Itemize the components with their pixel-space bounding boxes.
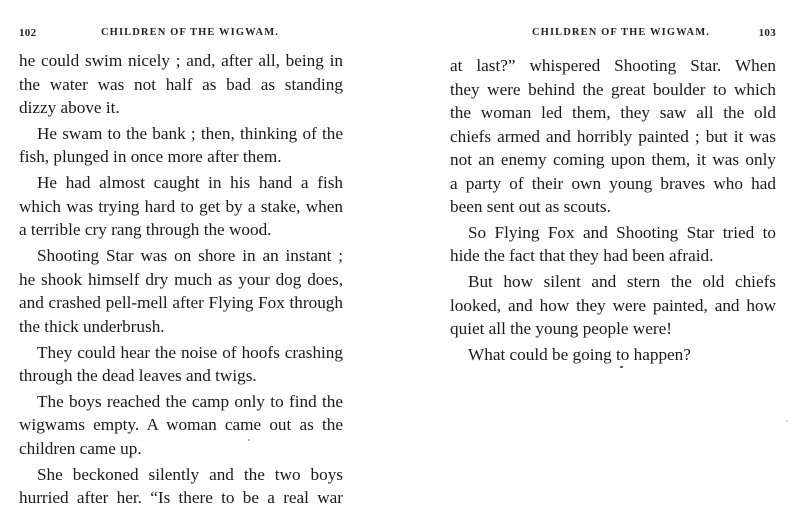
text-line: at last?” whispered Shooting Star. When [450,56,776,75]
paragraph [450,54,776,219]
text-line: he shook himself dry much as your dog does, [19,269,343,289]
text-line: So Flying Fox and Shooting Star tried to [468,222,776,242]
text-line: a terrible cry rang through the wood. [19,220,272,240]
text-line: chiefs armed and horribly painted ; but it was [450,126,776,146]
text-line: the woman led them, they saw all the old [450,103,776,122]
text-line: fish, plunged in once more after them. [19,147,282,167]
text-line: children came up. [19,438,142,458]
left-running-title: CHILDREN OF THE WIGWAM. [101,27,279,38]
paragraph [19,244,343,338]
right-body-text [450,54,776,369]
paragraph [19,341,343,388]
left-page-number: 102 [19,27,37,39]
text-line: a party of their own young braves who had [450,173,776,193]
text-line: which was trying hard to get by a stake, when [19,196,343,216]
text-line: quiet all the young people were! [450,319,672,339]
paragraph [19,390,343,461]
right-page [400,0,798,511]
text-line: wigwams empty. A woman came out as the [19,415,343,435]
right-running-title: CHILDREN OF THE WIGWAM. [532,27,710,38]
text-line: hurried after her. “Is there to be a real war [19,488,343,508]
text-line: He swam to the bank ; then, thinking of the [37,123,343,143]
scan-speck [620,366,623,368]
text-line: he could swim nicely ; and, after all, being in [19,51,343,70]
paragraph [450,343,776,367]
scan-speck [248,439,250,441]
right-page-number: 103 [758,27,776,39]
left-running-head [19,27,343,41]
text-line: they were behind the great boulder to which [450,79,776,99]
paragraph [19,49,343,120]
text-line: through the dead leaves and twigs. [19,366,257,386]
text-line: been sent out as scouts. [450,197,611,216]
paragraph [19,122,343,169]
text-line: She beckoned silently and the two boys [37,464,343,484]
text-line: dizzy above it. [19,98,120,117]
text-line: the water was not half as bad as standing [19,74,343,94]
paragraph [19,463,343,510]
text-line: What could be going to happen? [468,345,691,365]
paragraph [450,221,776,268]
text-line: hide the fact that they had been afraid. [450,246,714,266]
left-body-text [19,49,343,512]
text-line: But how silent and stern the old chiefs [468,272,776,292]
text-line: He had almost caught in his hand a fish [37,173,343,193]
text-line: not an enemy coming upon them, it was only [450,150,776,169]
right-running-head [450,27,776,41]
text-line: They could hear the noise of hoofs crashing [37,342,343,362]
text-line: The boys reached the camp only to find the [37,391,343,411]
text-line: and crashed pell-mell after Flying Fox through [19,293,343,313]
scan-speck [786,420,788,422]
text-line: the thick underbrush. [19,316,165,336]
text-line: looked, and how they were painted, and how [450,295,776,315]
paragraph [450,270,776,341]
paragraph [19,171,343,242]
text-line: Shooting Star was on shore in an instant ; [37,246,343,266]
